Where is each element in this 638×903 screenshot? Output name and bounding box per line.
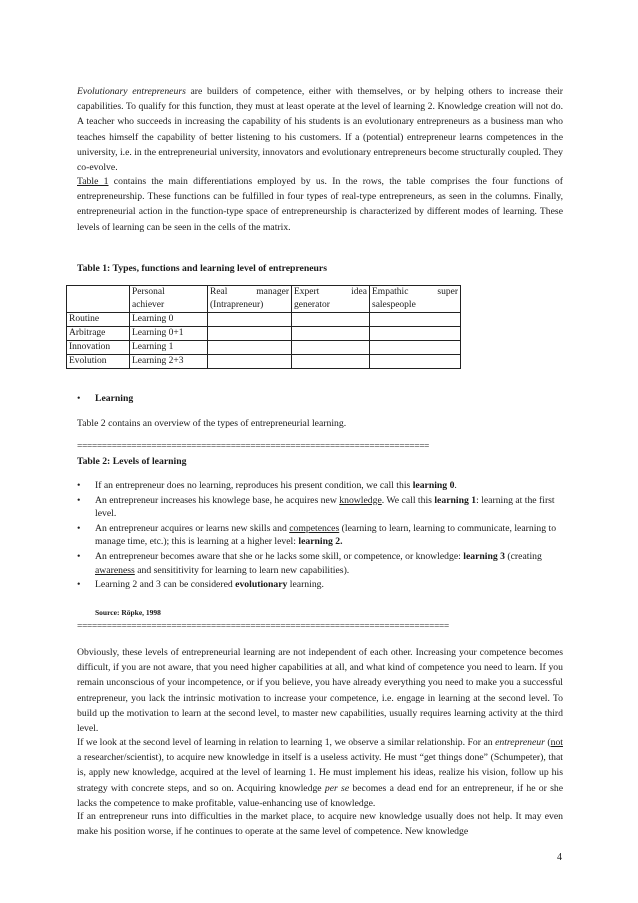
header-text: generator bbox=[294, 300, 330, 310]
learning-section-heading bbox=[77, 392, 563, 406]
table2-intro bbox=[77, 416, 563, 431]
item-text: An entrepreneur acquires or learns new skills and bbox=[95, 522, 290, 534]
item-text: and sensititivity for learning to learn new capabilities). bbox=[134, 564, 350, 576]
paragraph-second-level bbox=[77, 735, 563, 811]
table-cell bbox=[208, 313, 292, 327]
list-item bbox=[77, 494, 563, 521]
table-cell: Learning 0 bbox=[130, 313, 208, 327]
item-text: . We call this bbox=[381, 494, 435, 506]
row-label: Evolution bbox=[67, 355, 130, 369]
paragraph-text: ( bbox=[544, 737, 551, 748]
table-cell bbox=[208, 327, 292, 341]
item-text: (learning to learn, learning to communicate, learning to manage time, etc.); this is learning at a higher level: bbox=[95, 522, 557, 548]
row-label: Innovation bbox=[67, 341, 130, 355]
header-text: Personal bbox=[132, 287, 165, 297]
table1 bbox=[66, 285, 552, 369]
paragraph-levels-dependence bbox=[77, 645, 563, 736]
paragraph-text: If we look at the second level of learning in relation to learning 1, we observe a similar relationship. For an bbox=[77, 737, 496, 748]
paragraph-evolutionary-entrepreneurs bbox=[77, 84, 563, 175]
table2-title: Table 2: Levels of learning bbox=[77, 456, 187, 467]
item-bold: learning 0 bbox=[412, 480, 455, 491]
header-text: Real bbox=[210, 287, 228, 297]
separator-line: ======================================================================= bbox=[77, 442, 429, 452]
table-cell bbox=[292, 341, 370, 355]
item-underline: knowledge bbox=[339, 494, 382, 506]
separator-line: =========================================================================== bbox=[77, 622, 449, 632]
paragraph-text: contains the main differentiations employed by us. In the rows, the table comprises the four functions of entrepreneurship. These functions can be fulfilled in four types of real-type entrepreneurs, as seen in the columns. Finally, entrepreneurial action in the function-type space of entrepreneurship is characterized by different modes of learning. These levels of learning can be seen in the cells of the matrix. bbox=[77, 176, 563, 233]
row-label: Arbitrage bbox=[67, 327, 130, 341]
item-bold: learning 3 bbox=[463, 550, 505, 562]
item-text: : learning at the first level. bbox=[95, 494, 555, 520]
section-title: Learning bbox=[95, 393, 134, 404]
term-evolutionary-entrepreneurs: Evolutionary entrepreneurs bbox=[77, 86, 186, 97]
item-text: . bbox=[454, 480, 457, 491]
source-citation: Source: Röpke, 1998 bbox=[95, 608, 161, 617]
table-cell: Learning 0+1 bbox=[130, 327, 208, 341]
table1-caption: Table 1: Types, functions and learning level of entrepreneurs bbox=[77, 263, 328, 274]
table-row bbox=[67, 313, 461, 327]
table-cell bbox=[370, 327, 461, 341]
emphasis-text: entrepreneur bbox=[495, 737, 545, 748]
table-row bbox=[67, 341, 461, 355]
item-bold: evolutionary bbox=[235, 579, 288, 591]
table-cell bbox=[370, 313, 461, 327]
item-text: If an entrepreneur does no learning, reproduces his present condition, we call this bbox=[95, 480, 413, 491]
table-cell bbox=[292, 313, 370, 327]
item-text: An entrepreneur increases his knowlege base, he acquires new bbox=[95, 494, 340, 506]
header-text: salespeople bbox=[372, 300, 416, 310]
item-text: (creating bbox=[504, 550, 542, 562]
intro-text: Table 2 contains an overview of the types of entrepreneurial learning. bbox=[77, 418, 347, 429]
paragraph-text: becomes a dead end for an entrepreneur, if he or she lacks the competence to make profitable, value-enhancing use of knowledge. bbox=[77, 782, 564, 809]
header-text: idea bbox=[351, 287, 367, 297]
item-underline: competences bbox=[289, 522, 340, 534]
table-header-cell bbox=[292, 286, 370, 313]
list-item bbox=[77, 522, 563, 549]
item-text: Learning 2 and 3 can be considered bbox=[95, 579, 236, 591]
table-cell bbox=[292, 327, 370, 341]
list-item bbox=[77, 479, 563, 493]
bullet-icon: • bbox=[77, 494, 81, 506]
table-cell bbox=[208, 355, 292, 369]
underline-text: not bbox=[550, 737, 563, 748]
bullet-icon: • bbox=[77, 579, 81, 591]
header-text: Expert bbox=[294, 287, 320, 297]
list-item bbox=[77, 578, 563, 592]
page-number: 4 bbox=[557, 852, 562, 863]
paragraph-table1-intro bbox=[77, 174, 563, 235]
paragraph-market-difficulties bbox=[77, 809, 563, 839]
header-text: super bbox=[437, 287, 458, 297]
paragraph-text: a researcher/scientist), to acquire new knowledge in itself is a useless activity. He must “get things done” (Schumpeter), that is, apply new knowledge, acquired at the level of learning 1. He must implement his ideas, realize his vision, follow up his strategy with concrete steps, and so on. Acquiring knowledge bbox=[77, 752, 563, 794]
bullet-icon: • bbox=[77, 480, 81, 491]
table-header-cell bbox=[370, 286, 461, 313]
table-corner-cell bbox=[67, 286, 130, 313]
row-label: Routine bbox=[67, 313, 130, 327]
list-item bbox=[77, 550, 563, 577]
item-text: An entrepreneur becomes aware that she or he lacks some skill, or competence, or knowledge: bbox=[95, 550, 464, 562]
table-cell bbox=[208, 341, 292, 355]
paragraph-text: Obviously, these levels of entrepreneurial learning are not independent of each other. Increasing your competence becomes difficult, if you are not aware, that you need higher capabilities at all, and what kind of competence you need to learn. If you remain unconscious of your incompetence, or if you believe, you have already everything you need to make you a successful entrepreneur, you lack the intrinsic motivation to increase your competence, i.e. engage in learning at the second level. To build up the motivation to learn at the second level, to master new capabilities, usually requires learning activity at the third level. bbox=[77, 647, 563, 735]
paragraph-text: If an entrepreneur runs into difficulties in the market place, to acquire new knowledge usually does not help. It may even make his position worse, if he continues to operate at the same level of competence. New knowledge bbox=[77, 811, 563, 838]
item-underline: awareness bbox=[95, 564, 135, 576]
header-text: Empathic bbox=[372, 287, 409, 297]
header-text: (Intrapreneur) bbox=[210, 300, 264, 310]
bullet-icon: • bbox=[77, 393, 81, 404]
table-header-cell bbox=[130, 286, 208, 313]
header-text: achiever bbox=[132, 300, 165, 310]
paragraph-text: are builders of competence, either with themselves, or by helping others to increase their capabilities. To qualify for this function, they must at least operate at the level of learning 2. Knowledge creation will not do. A teacher who succeeds in increasing the capability of his students is an evolutionary entrepreneurs as a business man who teaches himself the capability of better listening to his customers. If a (potential) entrepreneur learns competences in the university, i.e. in the entrepreneurial university, innovators and evolutionary entrepreneurs become structurally coupled. They co-evolve. bbox=[77, 86, 564, 174]
table-cell bbox=[370, 341, 461, 355]
emphasis-text: per se bbox=[324, 782, 350, 794]
header-text: manager bbox=[256, 287, 289, 297]
item-bold: learning 1 bbox=[434, 494, 477, 506]
table-cell: Learning 2+3 bbox=[130, 355, 208, 369]
table-row bbox=[67, 355, 461, 369]
table-row bbox=[67, 327, 461, 341]
table-header-cell bbox=[208, 286, 292, 313]
item-bold: learning 2. bbox=[298, 536, 343, 548]
item-text: learning. bbox=[287, 579, 324, 591]
table1-reference: Table 1 bbox=[77, 176, 109, 187]
bullet-icon: • bbox=[77, 550, 81, 562]
learning-levels-list bbox=[77, 479, 563, 592]
table-cell bbox=[370, 355, 461, 369]
table1-header-row bbox=[67, 286, 461, 313]
table-cell bbox=[292, 355, 370, 369]
table-cell: Learning 1 bbox=[130, 341, 208, 355]
bullet-icon: • bbox=[77, 522, 81, 534]
